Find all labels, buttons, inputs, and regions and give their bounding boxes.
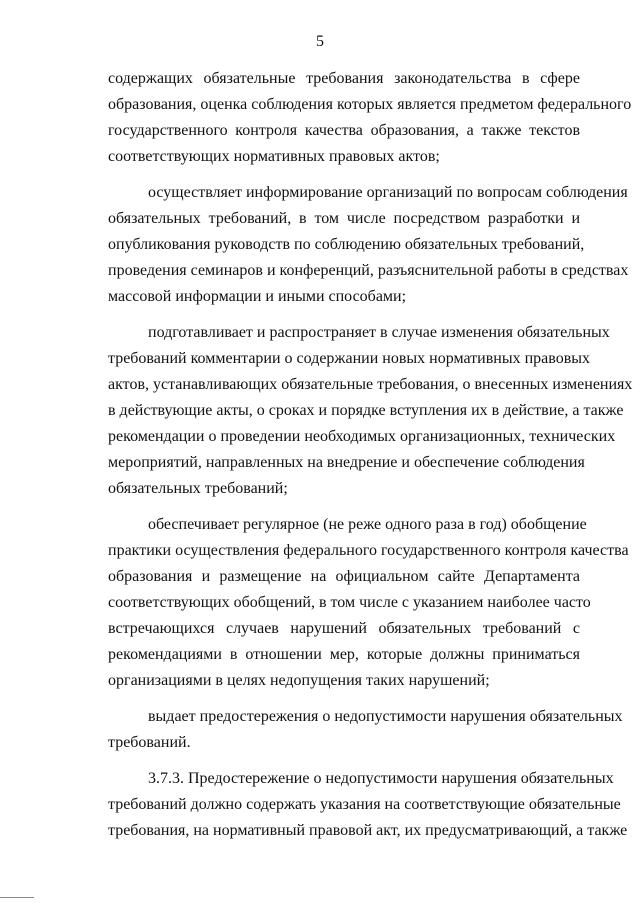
- text-line: рекомендациями в отношении мер, которые должны приниматься: [108, 646, 580, 663]
- paragraph: [108, 320, 633, 502]
- footer-rule: [0, 897, 34, 898]
- paragraph: [108, 66, 632, 170]
- text-line: государственного контроля качества образования, а также текстов: [108, 122, 580, 139]
- text-line: требований.: [108, 734, 191, 751]
- text-line: требования, на нормативный правовой акт, их предусматривающий, а также: [108, 822, 628, 839]
- text-line: проведения семинаров и конференций, разъяснительной работы в средствах: [108, 262, 629, 279]
- text-line: актов, устанавливающих обязательные требования, о внесенных изменениях: [108, 376, 633, 393]
- text-line: содержащих обязательные требования законодательства в сфере: [108, 70, 580, 87]
- text-line: мероприятий, направленных на внедрение и обеспечение соблюдения: [108, 454, 585, 471]
- text-line: практики осуществления федерального государственного контроля качества: [108, 542, 629, 559]
- text-line: соответствующих нормативных правовых актов;: [108, 148, 440, 165]
- text-line: соответствующих обобщений, в том числе с указанием наиболее часто: [108, 594, 591, 611]
- text-line: 3.7.3. Предостережение о недопустимости нарушения обязательных: [148, 770, 614, 787]
- text-line: массовой информации и иными способами;: [108, 288, 407, 305]
- text-line: опубликования руководств по соблюдению обязательных требований,: [108, 236, 585, 253]
- paragraph: [108, 180, 629, 310]
- text-line: осуществляет информирование организаций по вопросам соблюдения: [148, 184, 628, 201]
- text-line: в действующие акты, о сроках и порядке вступления их в действие, а также: [108, 402, 624, 419]
- text-line: обеспечивает регулярное (не реже одного раза в год) обобщение: [148, 516, 587, 533]
- text-line: организациями в целях недопущения таких нарушений;: [108, 672, 490, 689]
- text-line: рекомендации о проведении необходимых организационных, технических: [108, 428, 616, 445]
- paragraph: [108, 704, 623, 756]
- page-number: 5: [316, 33, 324, 50]
- text-line: выдает предостережения о недопустимости нарушения обязательных: [148, 708, 623, 725]
- text-line: подготавливает и распространяет в случае изменения обязательных: [148, 324, 610, 341]
- text-line: образования, оценка соблюдения которых является предметом федерального: [108, 96, 632, 113]
- text-line: обязательных требований;: [108, 480, 288, 497]
- text-line: образования и размещение на официальном сайте Департамента: [108, 568, 580, 585]
- paragraph: [108, 512, 629, 694]
- text-line: требований комментарии о содержании новых нормативных правовых: [108, 350, 590, 367]
- text-line: встречающихся случаев нарушений обязательных требований с: [108, 620, 580, 637]
- paragraph: [108, 766, 628, 844]
- text-line: обязательных требований, в том числе посредством разработки и: [108, 210, 580, 227]
- text-line: требований должно содержать указания на соответствующие обязательные: [108, 796, 621, 813]
- document-body: [108, 66, 633, 854]
